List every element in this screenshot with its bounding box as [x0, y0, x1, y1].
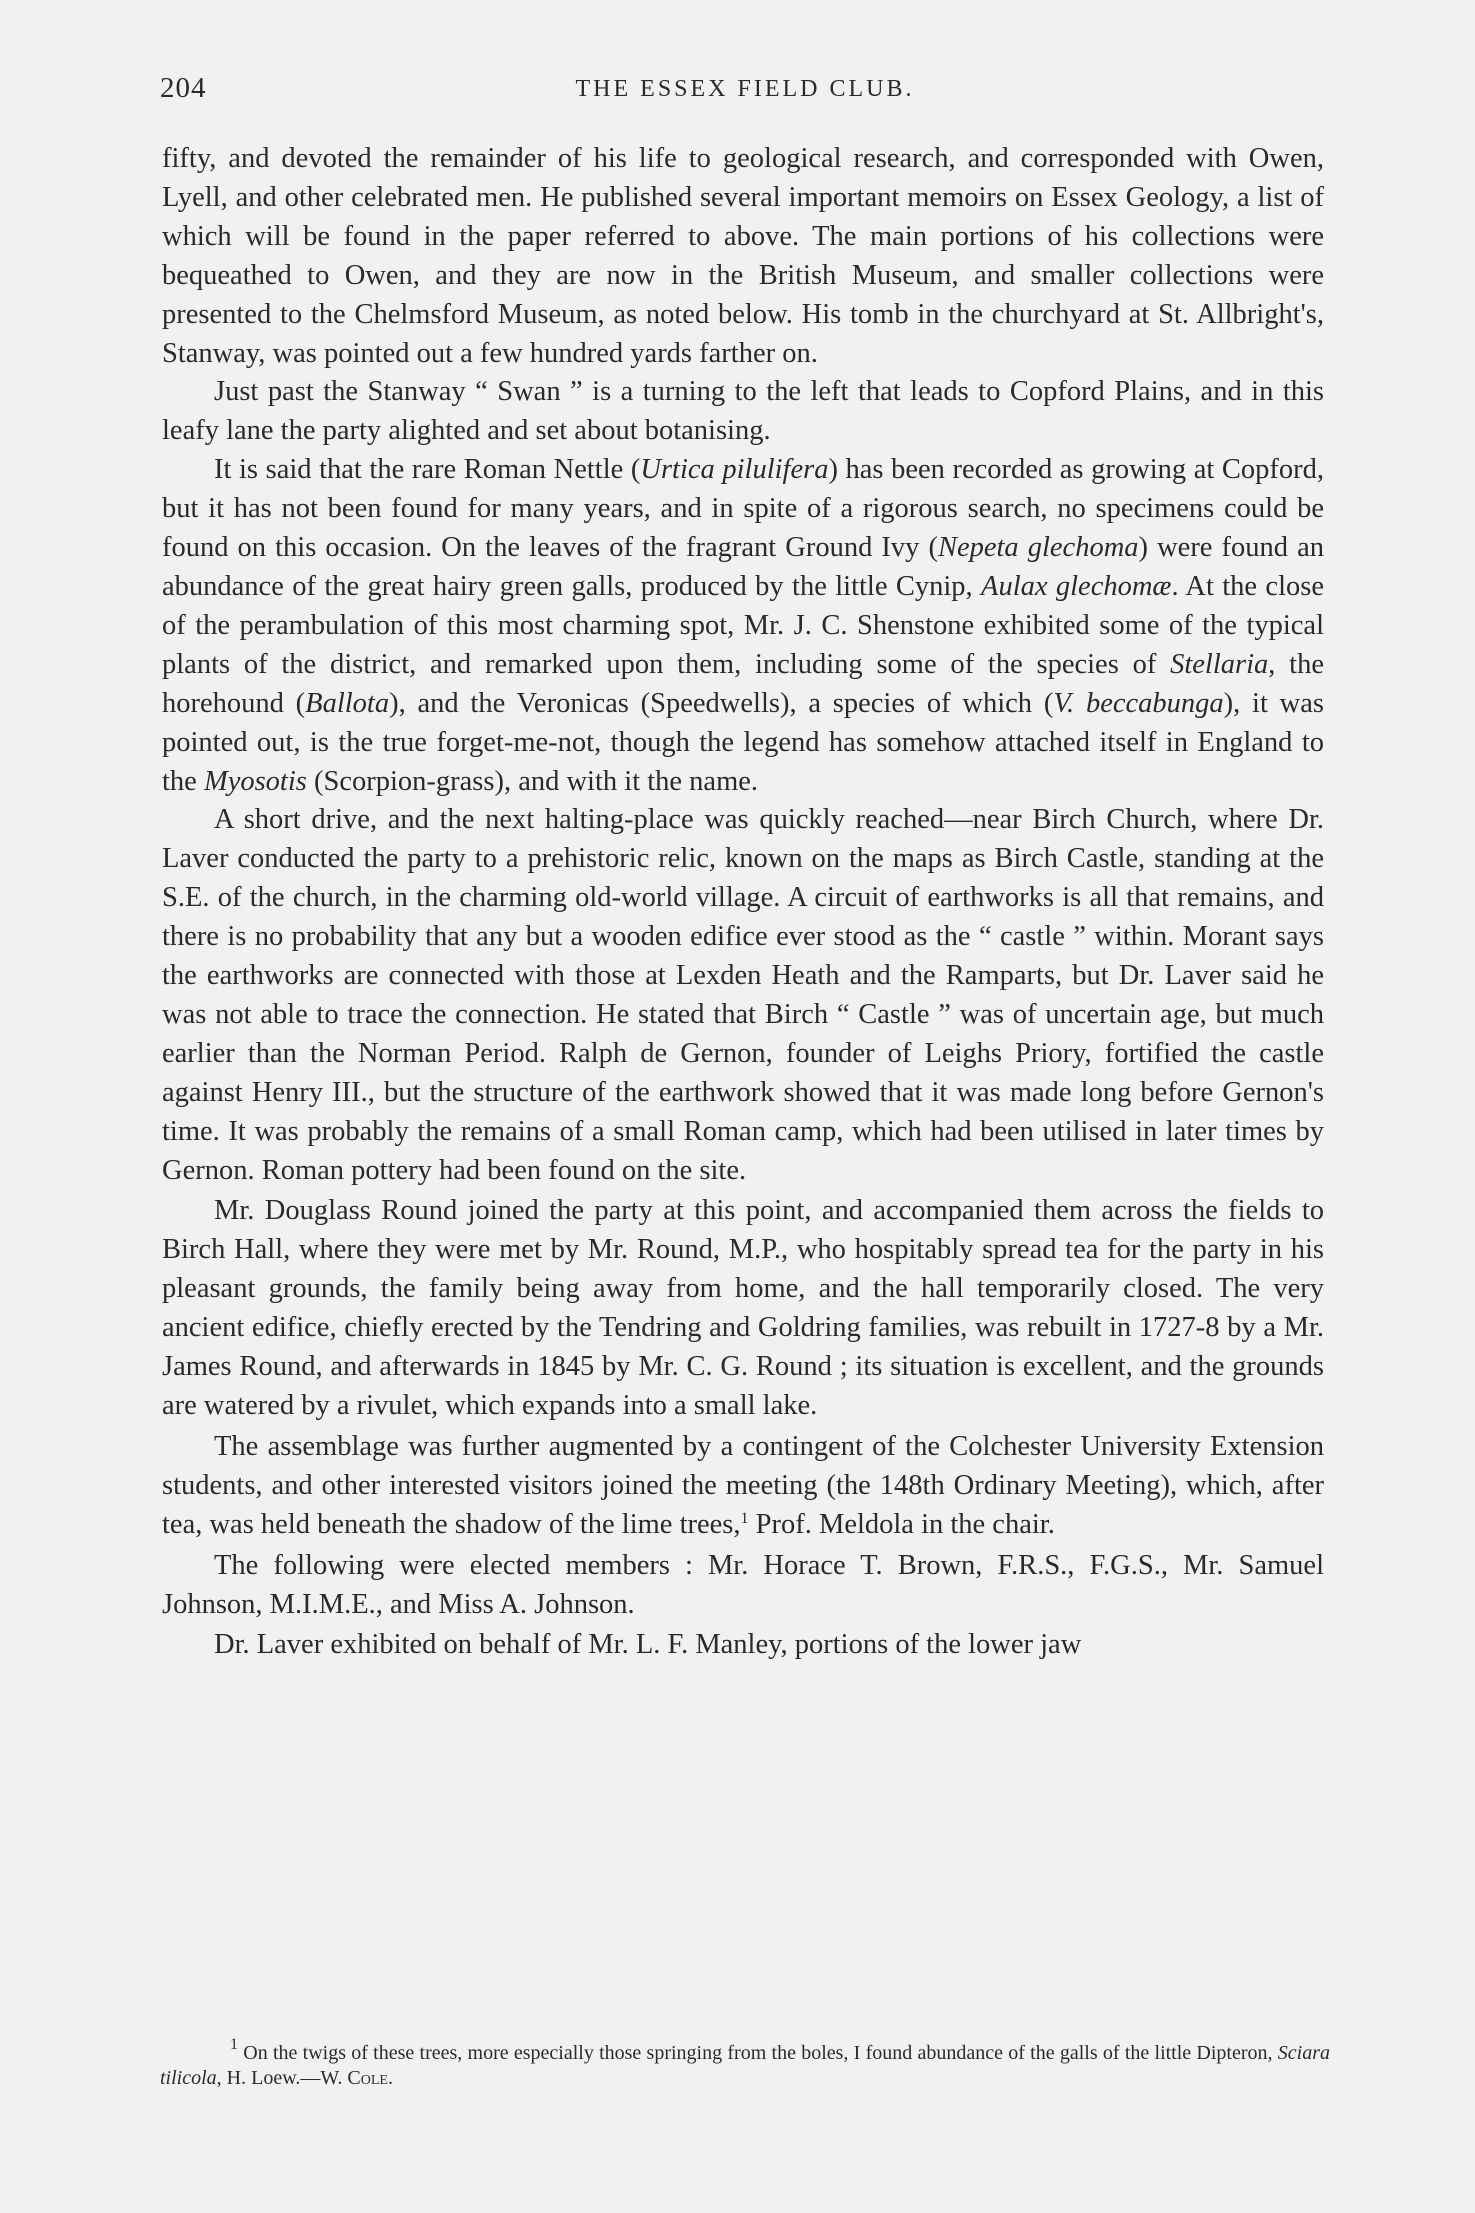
species-name: Myosotis [203, 765, 307, 797]
paragraph-roman-nettle: It is said that the rare Roman Nettle (Urtica pilulifera) has been recorded as growing at Copford, but it has not been found for many years, and in spite of a rigorous search, no specimens could be found on this occasion. On the leaves of the fragrant Ground Ivy (Nepeta glechoma) were found an abundance of the great hairy green galls, produced by the little Cynip, Aulax glechomæ. At the close of the perambulation of this most charming spot, Mr. J. C. Shenstone exhibited some of the typical plants of the district, and remarked upon them, including some of the species of Stellaria, the horehound (Ballota), and the Veronicas (Speedwells), a species of which (V. beccabunga), it was pointed out, is the true forget-me-not, though the legend has somehow attached itself in England to the Myosotis (Scorpion-grass), and with it the name. [162, 454, 1325, 797]
footnote-number: 1 [230, 2036, 238, 2053]
species-name: Aulax glechomæ [981, 570, 1172, 602]
species-name: Stellaria [1170, 648, 1269, 680]
species-name: Urtica pilulifera [640, 454, 829, 486]
paragraph-copford: Just past the Stanway “ Swan ” is a turning to the left that leads to Copford Plains, and in this leafy lane the party alighted and set about botanising. [162, 376, 1324, 447]
footnote-author: Cole [347, 2067, 388, 2089]
paragraph-birch-castle: A short drive, and the next halting-place was quickly reached—near Birch Church, where Dr. Laver conducted the party to a prehistoric relic, known on the maps as Birch Castle, standing at the S.E. of the church, in the charming old-world village. A circuit of earthworks is all that remains, and there is no probability that any but a wooden edifice ever stood as the “ castle ” within. Morant says the earthworks are connected with those at Lexden Heath and the Ramparts, but Dr. Laver said he was not able to trace the connection. He stated that Birch “ Castle ” was of uncertain age, but much earlier than the Norman Period. Ralph de Gernon, founder of Leighs Priory, fortified the castle against Henry III., but the structure of the earthwork showed that it was made long before Gernon's time. It was probably the remains of a small Roman camp, which had been utilised in later times by Gernon. Roman pottery had been found on the site. [162, 804, 1324, 1186]
paragraph-birch-hall: Mr. Douglass Round joined the party at this point, and accompanied them across the fields to Birch Hall, where they were met by Mr. Round, M.P., who hospitably spread tea for the party in his pleasant grounds, the family being away from home, and the hall temporarily closed. The very ancient edifice, chiefly erected by the Tendring and Goldring families, was rebuilt in 1727-8 by a Mr. James Round, and afterwards in 1845 by Mr. C. G. Round ; its situation is excellent, and the grounds are watered by a rivulet, which expands into a small lake. [162, 1195, 1324, 1421]
page-header [160, 72, 1330, 120]
footnote: $^1$ On the twigs of these trees, more especially those springing from the boles, I found abundance of the galls of the little Dipteron, Sciara tilicola, H. Loew.—W. Cole. [160, 2036, 1330, 2089]
species-name: Sciara tilicola [160, 2042, 1330, 2089]
footnote-marker: 1 [740, 1509, 749, 1527]
paragraph-elected-members: The following were elected members : Mr. Horace T. Brown, F.R.S., F.G.S., Mr. Samuel Johnson, M.I.M.E., and Miss A. Johnson. [162, 1549, 1324, 1620]
running-head: THE ESSEX FIELD CLUB. [575, 76, 915, 102]
species-name: V. beccabunga [1053, 687, 1224, 719]
paragraph-assemblage: The assemblage was further augmented by a contingent of the Colchester University Extension students, and other interested visitors joined the meeting (the 148th Ordinary Meeting), which, after tea, was held beneath the shadow of the lime trees,$^1$ Prof. Meldola in the chair. [162, 1430, 1324, 1540]
paragraph-exhibit: Dr. Laver exhibited on behalf of Mr. L. F. Manley, portions of the lower jaw [214, 1629, 1082, 1661]
body-text [162, 140, 1324, 1665]
species-name: Nepeta glechoma [937, 532, 1139, 564]
page-number: 204 [160, 72, 207, 104]
paragraph-continued: fifty, and devoted the remainder of his life to geological research, and corresponded with Owen, Lyell, and other celebrated men. He published several important memoirs on Essex Geology, a list of which will be found in the paper referred to above. The main portions of his collections were bequeathed to Owen, and they are now in the British Museum, and smaller collections were presented to the Chelmsford Museum, as noted below. His tomb in the churchyard at St. Allbright's, Stanway, was pointed out a few hundred yards farther on. [162, 143, 1324, 369]
species-name: Ballota [305, 687, 390, 719]
footnotes [160, 2036, 1330, 2091]
